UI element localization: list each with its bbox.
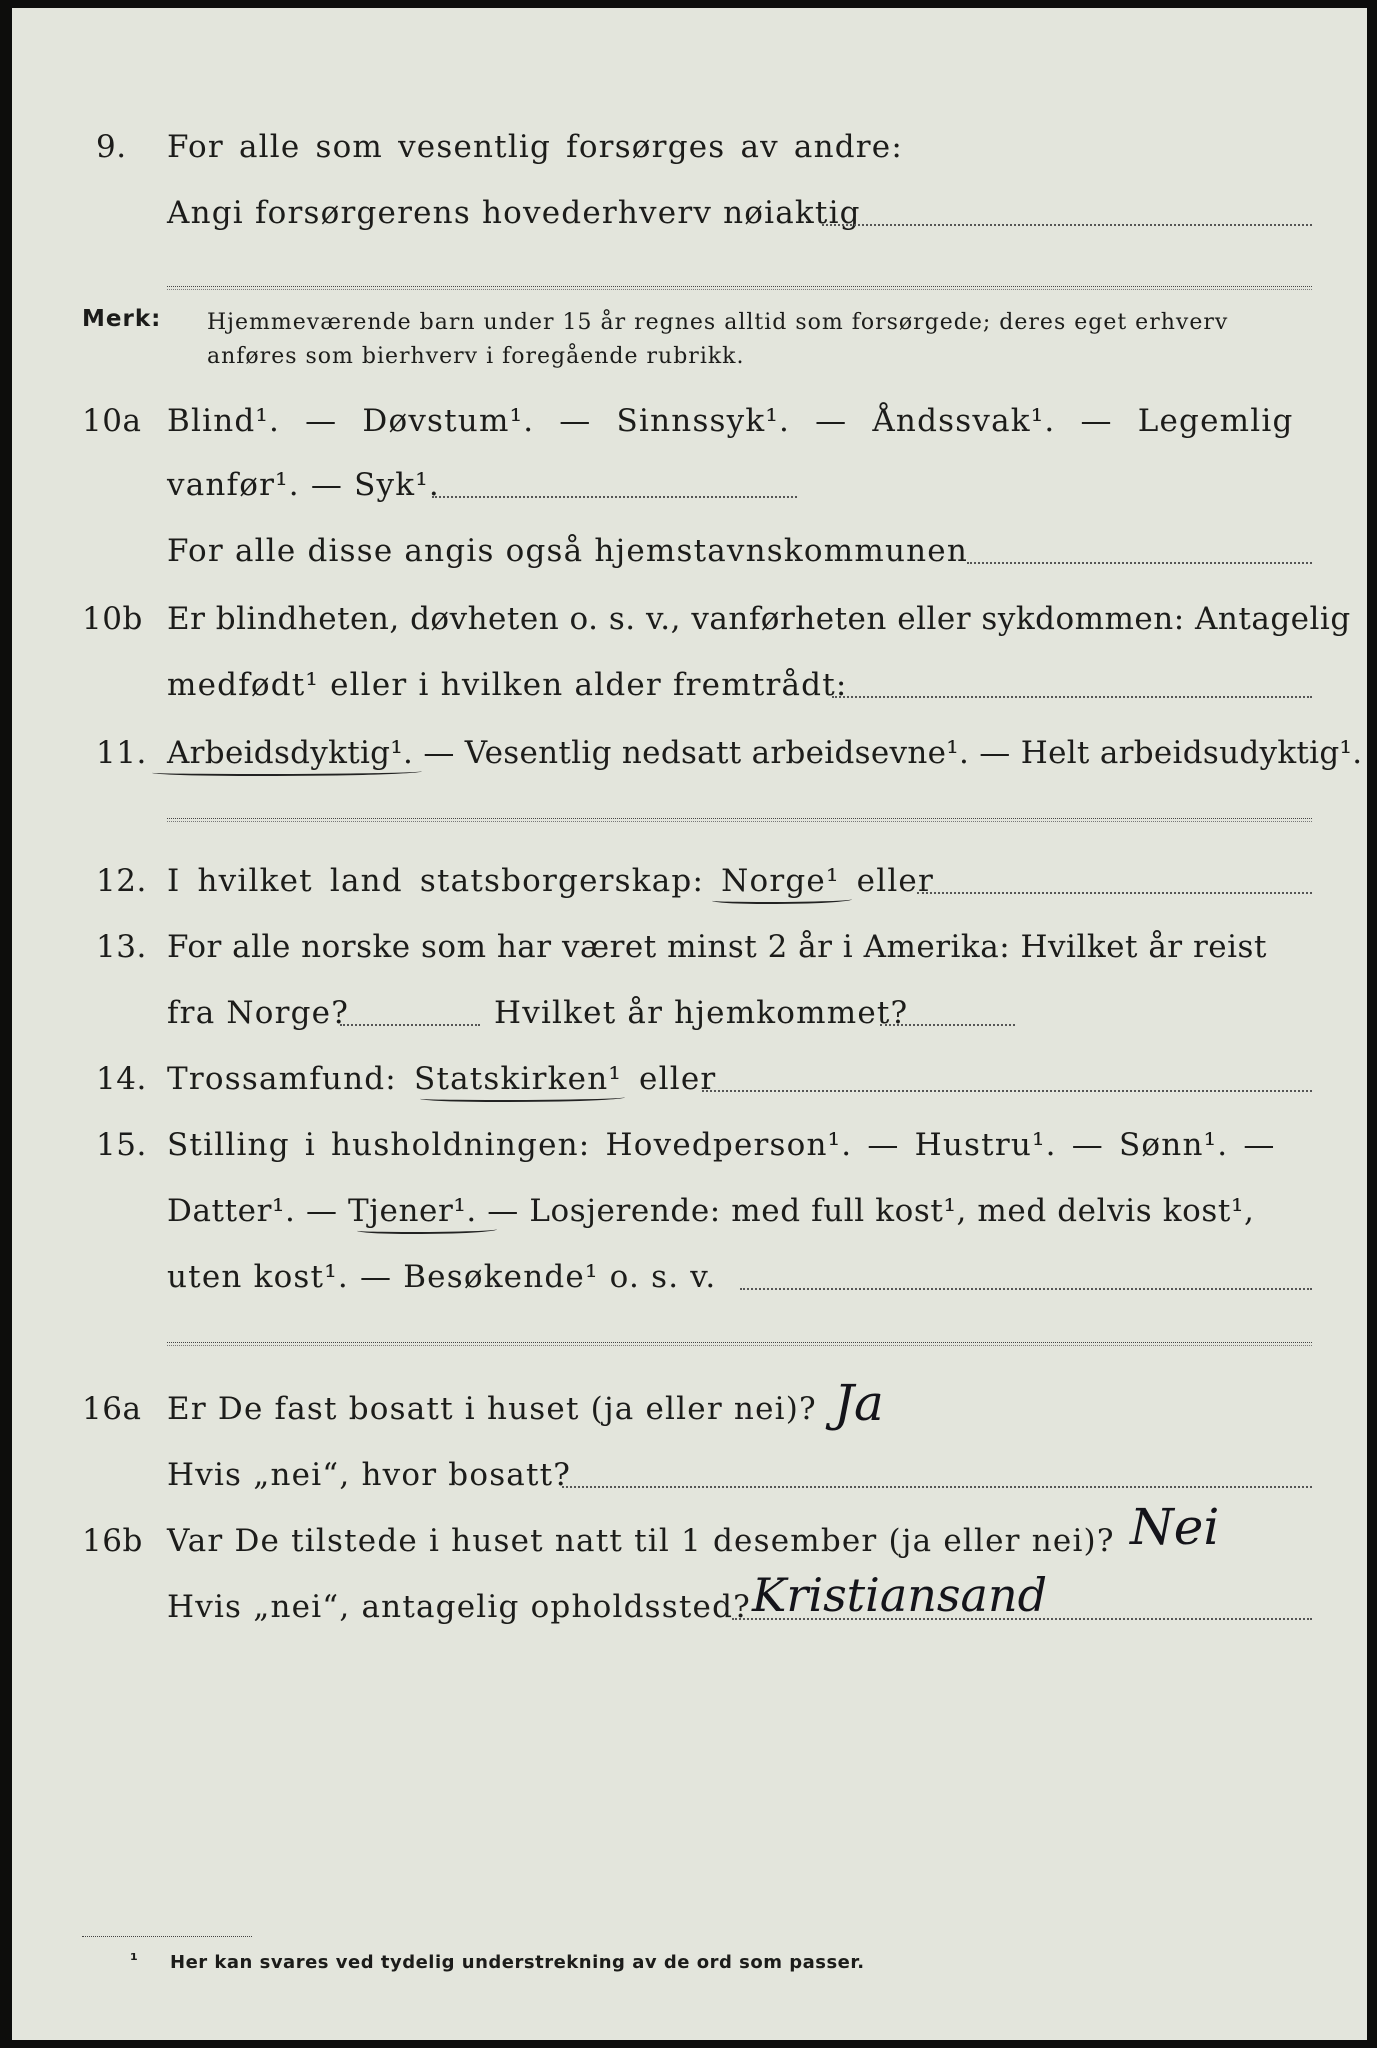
footnote-mark: ¹ [130,1950,139,1971]
item-13-line-2a: fra Norge? [167,995,350,1031]
item-10a-number: 10a [82,403,142,439]
item-14-line-1: Trossamfund: Statskirken¹ eller [167,1061,717,1097]
item-15-line-2: Datter¹. — Tjener¹. — Losjerende: med full kost¹, med delvis kost¹, [167,1193,1255,1229]
item-15-answer-line [740,1288,1312,1290]
item-9-line-2: Angi forsørgerens hovederhverv nøiaktig [167,195,861,231]
merk-label: Merk: [82,306,162,332]
footnote-rule [82,1936,252,1939]
underline-norge [712,896,852,904]
item-10a-kommune-line [967,562,1312,564]
item-16a-line-2: Hvis „nei“, hvor bosatt? [167,1457,572,1493]
answer-16b-place-handwritten: Kristiansand [752,1568,1048,1622]
underline-arbeidsdyktig [152,768,422,776]
item-13-reist-line [340,1024,480,1026]
separator-rule-2 [167,1342,1312,1346]
item-10b-line-1: Er blindheten, døvheten o. s. v., vanførheten eller sykdommen: Antagelig [167,601,1351,637]
item-12-number: 12. [96,863,147,899]
item-13-number: 13. [96,929,147,965]
item-10a-line-1: Blind¹. — Døvstum¹. — Sinnssyk¹. — Åndssvak¹. — Legemlig [167,403,1294,439]
item-15-number: 15. [96,1127,147,1163]
answer-16a-handwritten: Ja [834,1374,884,1432]
item-13-line-2b: Hvilket år hjemkommet? [494,995,909,1031]
merk-line-2: anføres som bierhverv i foregående rubrikk. [207,344,745,369]
item-10a-line-3: For alle disse angis også hjemstavnskommunen [167,533,968,569]
item-15-line-3: uten kost¹. — Besøkende¹ o. s. v. [167,1259,717,1295]
item-11-line-1: Arbeidsdyktig¹. — Vesentlig nedsatt arbeidsevne¹. — Helt arbeidsudyktig¹. [167,735,1363,771]
item-9-number: 9. [96,129,127,165]
item-13-hjemkommet-line [880,1024,1015,1026]
answer-16b-handwritten: Nei [1130,1498,1220,1556]
item-14-number: 14. [96,1061,147,1097]
item-12-answer-line [917,892,1312,894]
item-10b-line-2: medfødt¹ eller i hvilken alder fremtrådt: [167,667,848,703]
item-9-answer-line [822,224,1312,226]
item-16a-number: 16a [82,1391,142,1427]
item-10b-answer-line [832,696,1312,698]
item-10a-answer-line [432,496,797,498]
underline-statskirken [420,1094,625,1102]
item-12-line-1: I hvilket land statsborgerskap: Norge¹ eller [167,863,934,899]
item-11-number: 11. [96,735,147,771]
item-10b-number: 10b [82,601,143,637]
item-10a-line-2: vanfør¹. — Syk¹. [167,467,440,503]
footnote-text: Her kan svares ved tydelig understrekning av de ord som passer. [170,1952,865,1973]
item-11-answer-rule [167,818,1312,822]
census-form-page [12,8,1367,2040]
item-16a-line-1: Er De fast bosatt i huset (ja eller nei)? [167,1391,817,1427]
item-14-answer-line [702,1090,1312,1092]
item-9-line-1: For alle som vesentlig forsørges av andre: [167,129,903,165]
merk-line-1: Hjemmeværende barn under 15 år regnes alltid som forsørgede; deres eget erhverv [207,310,1229,335]
item-16a-answer-line [562,1486,1312,1488]
underline-tjener [357,1226,497,1234]
item-16b-line-2: Hvis „nei“, antagelig opholdssted? [167,1589,751,1625]
item-15-line-1: Stilling i husholdningen: Hovedperson¹. — Hustru¹. — Sønn¹. — [167,1127,1276,1163]
item-16b-line-1: Var De tilstede i huset natt til 1 desember (ja eller nei)? [167,1523,1115,1559]
item-13-line-1: For alle norske som har været minst 2 år i Amerika: Hvilket år reist [167,929,1267,965]
separator-rule [167,286,1312,290]
item-16b-number: 16b [82,1523,143,1559]
